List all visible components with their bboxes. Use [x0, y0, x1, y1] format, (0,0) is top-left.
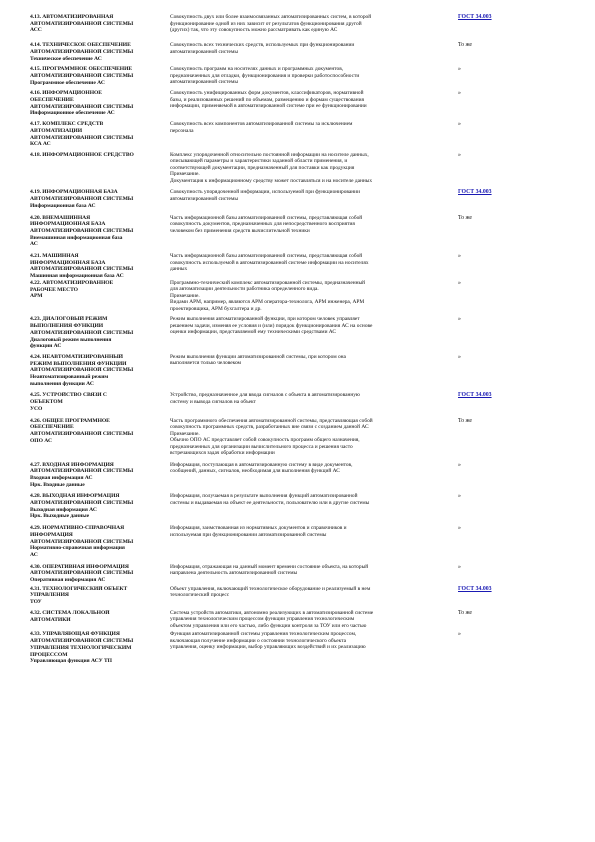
definition-line: систему и вывода сигналов на объект [170, 398, 256, 405]
definition-line: предназначенных для организации вычислительного процесса и решения часто [170, 443, 353, 450]
definition-line: системы и выдаваемая на объект ее деятельности, пользователю или в другие системы [170, 499, 370, 506]
term-line: АВТОМАТИЗИРОВАННОЙ СИСТЕМЫ [30, 196, 134, 203]
term-line: РАБОЧЕЕ МЕСТО [30, 286, 78, 293]
definition-line: используемая при функционировании автоматизированной системы [170, 531, 327, 538]
definition-cell [170, 564, 458, 584]
term-line: Выходная информация АС [30, 506, 97, 513]
term-cell [30, 215, 167, 249]
source-cell [458, 354, 565, 388]
term-row [30, 631, 565, 665]
definition-line: предназначенных для отладки, функционирования и проверки работоспособности [170, 72, 360, 79]
source-cell [458, 14, 565, 34]
term-cell [30, 462, 167, 489]
source-cell [458, 564, 565, 584]
definition-line: оценки информации, представляемой ему техническими средствами АС [170, 329, 337, 336]
source-cell [458, 462, 565, 489]
source-note: » [458, 631, 461, 638]
term-cell [30, 42, 167, 62]
definition-line: Примечание. [170, 171, 200, 178]
definition-line: управления, оценку информации, выбор управляющих воздействий и их реализацию [170, 644, 366, 651]
term-cell [30, 418, 167, 457]
definition-line: автоматизированной системы [170, 79, 238, 86]
definition-cell [170, 392, 458, 412]
definition-line: Часть программного обеспечения автоматизированной системы, представляющая собой [170, 417, 373, 424]
definition-line: совокупность документов, предназначенных для непосредственного восприятия [170, 221, 355, 228]
term-line: 4.24. НЕАВТОМАТИЗИРОВАННЫЙ [30, 353, 123, 360]
term-line: Неавтоматизированный режим [30, 374, 109, 381]
term-cell [30, 189, 167, 209]
term-cell [30, 14, 167, 34]
term-line: АВТОМАТИЗИРОВАННОЙ СИСТЕМЫ [30, 570, 134, 577]
source-cell [458, 586, 565, 606]
definition-cell [170, 66, 458, 86]
term-line: Нрк. Выходные данные [30, 513, 90, 520]
definition-line: Режим выполнения автоматизированной функции, при котором человек управляет [170, 316, 360, 323]
definition-line: описывающей параметры и характеристики заданной области применения, и [170, 158, 348, 165]
term-line: АВТОМАТИЗИРОВАННОЙ СИСТЕМЫ [30, 48, 134, 55]
term-line: ВЫПОЛНЕНИЯ ФУНКЦИИ [30, 323, 104, 330]
definition-cell [170, 90, 458, 117]
source-cell [458, 152, 565, 185]
source-cell [458, 525, 565, 559]
source-note: То же [458, 417, 472, 424]
definition-cell [170, 280, 458, 313]
source-note: » [458, 461, 461, 468]
definition-line: Совокупность двух или более взаимосвязанных автоматизированных систем, в которой [170, 14, 372, 20]
term-line: ОБЕСПЕЧЕНИЕ [30, 97, 74, 104]
source-cell [458, 42, 565, 62]
term-cell [30, 280, 167, 313]
definition-cell [170, 525, 458, 559]
term-cell [30, 354, 167, 388]
definition-line: Совокупность всех технических средств, используемых при функционировании [170, 42, 355, 49]
term-line: АВТОМАТИЗИРОВАННОЙ СИСТЕМЫ [30, 266, 134, 273]
definition-cell [170, 610, 458, 630]
definition-cell [170, 14, 458, 34]
source-note: » [458, 563, 461, 570]
definition-line: Совокупность программ на носителях данных и программных документов, [170, 66, 344, 73]
source-cell [458, 418, 565, 457]
source-note: » [458, 316, 461, 323]
source-cell [458, 215, 565, 249]
source-note: То же [458, 42, 472, 49]
term-row [30, 610, 565, 630]
term-line: АВТОМАТИЗАЦИИ [30, 127, 83, 134]
term-line: АВТОМАТИЗИРОВАННОЙ СИСТЕМЫ [30, 72, 134, 79]
source-note: » [458, 151, 461, 158]
term-line: 4.18. ИНФОРМАЦИОННОЕ СРЕДСТВО [30, 151, 134, 158]
term-row [30, 525, 565, 559]
definition-cell [170, 152, 458, 185]
term-line: АС [30, 241, 38, 248]
definition-line: совокупность используемой в автоматизированной системе информации на носителях [170, 259, 369, 266]
definition-cell [170, 418, 458, 457]
term-row [30, 280, 565, 313]
definition-line: человеком без применения средств вычислительной техники [170, 227, 310, 234]
term-line: Входная информация АС [30, 474, 93, 481]
term-cell [30, 631, 167, 665]
definition-line: Видами АРМ, например, являются АРМ оператора-технолога, АРМ инженера, АРМ [170, 299, 365, 306]
definition-cell [170, 316, 458, 350]
standard-reference-link[interactable]: ГОСТ 34.003 [458, 392, 492, 399]
definition-line: Программно-технический комплекс автоматизированной системы, предназначенный [170, 279, 365, 286]
row-spacer [30, 34, 565, 42]
definition-line: Объект управления, включающий технологическое оборудование и реализуемый в нем [170, 585, 371, 592]
definition-cell [170, 189, 458, 209]
definition-line: персонала [170, 127, 194, 134]
term-cell [30, 121, 167, 148]
definition-line: Примечание. [170, 430, 200, 437]
term-line: АВТОМАТИЗИРОВАННОЙ СИСТЕМЫ [30, 103, 134, 110]
term-line: АВТОМАТИЗИРОВАННОЙ СИСТЕМЫ [30, 500, 134, 507]
definition-cell [170, 462, 458, 489]
term-line: ИНФОРМАЦИОННАЯ БАЗА [30, 221, 106, 228]
term-line: АВТОМАТИЗИРОВАННОЙ СИСТЕМЫ [30, 468, 134, 475]
term-line: 4.32. СИСТЕМА ЛОКАЛЬНОЙ [30, 609, 110, 616]
term-line: ОБЕСПЕЧЕНИЕ [30, 424, 74, 431]
definition-cell [170, 354, 458, 388]
term-line: 4.29. НОРМАТИВНО-СПРАВОЧНАЯ [30, 525, 125, 532]
term-line: ИНФОРМАЦИЯ [30, 531, 73, 538]
definition-line: сообщений, данных, сигналов, необходимая для выполнения функций АС [170, 468, 340, 475]
term-row [30, 586, 565, 606]
source-cell [458, 189, 565, 209]
term-line: 4.13. АВТОМАТИЗИРОВАННАЯ [30, 14, 114, 20]
source-cell [458, 631, 565, 665]
term-line: 4.26. ОБЩЕЕ ПРОГРАММНОЕ [30, 417, 110, 424]
term-cell [30, 66, 167, 86]
term-line: 4.17. КОМПЛЕКС СРЕДСТВ [30, 121, 104, 128]
definition-line: Обычно ОПО АС представляет собой совокупность программ общего назначения, [170, 437, 360, 444]
term-line: 4.20. ВНЕМАШИННАЯ [30, 214, 91, 221]
term-row [30, 121, 565, 148]
definition-line: (других) так, что эту совокупность можно рассматривать как единую АС [170, 27, 338, 33]
definition-line: Информация, отражающая на данный момент времени состояние объекта, на который [170, 563, 369, 570]
term-row [30, 152, 565, 185]
term-row [30, 215, 565, 249]
term-cell [30, 253, 167, 280]
term-line: УПРАВЛЕНИЯ ТЕХНОЛОГИЧЕСКИМ [30, 644, 132, 651]
term-line: АС [30, 551, 38, 558]
term-cell [30, 493, 167, 520]
term-line: 4.22. АВТОМАТИЗИРОВАННОЕ [30, 279, 114, 286]
term-row [30, 14, 565, 34]
term-line: 4.25. УСТРОЙСТВО СВЯЗИ С [30, 392, 107, 399]
term-line: 4.28. ВЫХОДНАЯ ИНФОРМАЦИЯ [30, 493, 120, 500]
term-line: УСО [30, 405, 43, 412]
term-row [30, 42, 565, 62]
term-line: Внемашинная информационная база [30, 234, 123, 241]
definition-line: совокупность программных средств, разработанных вне связи с созданием данной АС [170, 424, 369, 431]
term-line: УПРАВЛЕНИЯ [30, 592, 69, 599]
term-line: выполнения функции АС [30, 380, 94, 387]
term-line: 4.15. ПРОГРАММНОЕ ОБЕСПЕЧЕНИЕ [30, 66, 133, 73]
term-line: АВТОМАТИЗИРОВАННОЙ СИСТЕМЫ [30, 329, 134, 336]
standard-reference-link[interactable]: ГОСТ 34.003 [458, 189, 492, 196]
term-line: АСС [30, 27, 42, 34]
definition-cell [170, 586, 458, 606]
term-row [30, 493, 565, 520]
source-note: » [458, 525, 461, 532]
definition-cell [170, 121, 458, 148]
term-line: АВТОМАТИЗИРОВАННОЙ СИСТЕМЫ [30, 538, 134, 545]
term-line: АРМ [30, 293, 43, 300]
term-line: 4.19. ИНФОРМАЦИОННАЯ БАЗА [30, 189, 118, 196]
term-line: ОПО АС [30, 437, 52, 444]
term-line: АВТОМАТИЗИРОВАННОЙ СИСТЕМЫ [30, 227, 134, 234]
definition-line: автоматизированной системы [170, 195, 238, 202]
definition-line: Часть информационной базы автоматизированной системы, представляющая собой [170, 214, 363, 221]
term-line: Нрк. Входные данные [30, 481, 85, 488]
source-note: » [458, 353, 461, 360]
definition-line: объектом управления или его частью, либо функции контроля за ТОУ или его частью [170, 622, 367, 629]
definition-line: управления технологическим процессом функции управления технологическим [170, 616, 355, 623]
term-row [30, 316, 565, 350]
definition-line: технологический процесс [170, 592, 230, 599]
definition-cell [170, 253, 458, 280]
term-line: 4.14. ТЕХНИЧЕСКОЕ ОБЕСПЕЧЕНИЕ [30, 42, 131, 49]
term-line: АВТОМАТИЗИРОВАННОЙ СИСТЕМЫ [30, 20, 134, 27]
terms-table [30, 14, 565, 665]
term-cell [30, 586, 167, 606]
definition-line: включающая получение информации о состоянии технологического объекта [170, 637, 347, 644]
definition-cell [170, 42, 458, 62]
row-spacer-cell [30, 34, 565, 42]
source-cell [458, 90, 565, 117]
source-cell [458, 316, 565, 350]
definition-line: соответствующей документации, предназначенный для поставки как продукция [170, 164, 355, 171]
term-line: Информационная база АС [30, 202, 96, 209]
source-note: » [458, 253, 461, 260]
definition-line: Устройство, предназначенное для ввода сигналов с объекта в автоматизированную [170, 392, 360, 399]
definition-cell [170, 215, 458, 249]
definition-line: информации, применяемой в автоматизированной системе при ее функционировании [170, 103, 367, 110]
definition-line: Совокупность всех компонентов автоматизированной системы за исключением [170, 121, 353, 128]
term-line: 4.33. УПРАВЛЯЮЩАЯ ФУНКЦИЯ [30, 631, 120, 638]
term-line: Программное обеспечение АС [30, 79, 105, 86]
definition-cell [170, 631, 458, 665]
source-cell [458, 392, 565, 412]
definition-line: функционирование одной из них зависит от результатов функционирования другой [170, 20, 362, 27]
term-cell [30, 564, 167, 584]
source-cell [458, 253, 565, 280]
term-cell [30, 316, 167, 350]
term-line: функции АС [30, 343, 62, 350]
term-row [30, 189, 565, 209]
term-line: РЕЖИМ ВЫПОЛНЕНИЯ ФУНКЦИИ [30, 360, 127, 367]
term-line: 4.27. ВХОДНАЯ ИНФОРМАЦИЯ [30, 461, 114, 468]
term-row [30, 418, 565, 457]
term-row [30, 66, 565, 86]
term-line: ОБЪЕКТОМ [30, 399, 63, 406]
source-cell [458, 610, 565, 630]
term-line: АВТОМАТИЗИРОВАННОЙ СИСТЕМЫ [30, 134, 134, 141]
term-line: 4.31. ТЕХНОЛОГИЧЕСКИЙ ОБЪЕКТ [30, 585, 128, 592]
source-cell [458, 121, 565, 148]
standard-reference-link[interactable]: ГОСТ 34.003 [458, 14, 492, 20]
definition-line: базы, и реализованных решений по объемам, размещению и формам существования [170, 96, 364, 103]
term-line: Диалоговый режим выполнения [30, 336, 112, 343]
definition-line: проектировщика, АРМ бухгалтера и др. [170, 305, 262, 312]
term-line: Нормативно-справочная информация [30, 545, 125, 552]
source-cell [458, 66, 565, 86]
definition-line: Информация, получаемая в результате выполнения функций автоматизированной [170, 493, 358, 500]
definition-line: решением задачи, изменяя ее условия и (или) порядок функционирования АС на основе [170, 322, 373, 329]
term-row [30, 392, 565, 412]
source-note: » [458, 90, 461, 97]
definition-line: Информация, поступающая в автоматизированную систему в виде документов, [170, 461, 353, 468]
term-line: 4.16. ИНФОРМАЦИОННОЕ [30, 90, 102, 97]
definition-cell [170, 493, 458, 520]
definition-line: Режим выполнения функции автоматизированной системы, при котором она [170, 353, 346, 360]
term-cell [30, 90, 167, 117]
terms-table-body [30, 14, 565, 665]
term-line: ИНФОРМАЦИОННАЯ БАЗА [30, 259, 106, 266]
source-note: » [458, 66, 461, 73]
definition-line: Совокупность унифицированных форм документов, классификаторов, нормативной [170, 90, 364, 97]
term-line: АВТОМАТИЗИРОВАННОЙ СИСТЕМЫ [30, 638, 134, 645]
term-line: 4.30. ОПЕРАТИВНАЯ ИНФОРМАЦИЯ [30, 563, 129, 570]
source-note: » [458, 279, 461, 286]
source-note: » [458, 493, 461, 500]
term-line: 4.23. ДИАЛОГОВЫЙ РЕЖИМ [30, 316, 108, 323]
term-row [30, 462, 565, 489]
term-cell [30, 610, 167, 630]
definition-line: Система устройств автоматики, автономно реализующих в автоматизированной системе [170, 609, 374, 616]
definition-line: для автоматизации деятельности работника определенного вида. [170, 286, 319, 293]
source-cell [458, 280, 565, 313]
term-line: ПРОЦЕССОМ [30, 651, 68, 658]
definition-line: Часть информационной базы автоматизированной системы, представляющая собой [170, 253, 363, 260]
definition-line: Информация, заимствованная из нормативных документов и справочников и [170, 525, 347, 532]
source-note: » [458, 121, 461, 128]
glossary-page [30, 14, 565, 665]
source-note: То же [458, 609, 472, 616]
term-cell [30, 152, 167, 185]
definition-line: встречающихся задач обработки информации [170, 450, 275, 457]
term-cell [30, 525, 167, 559]
definition-line: Совокупность упорядоченной информации, используемой при функционировании [170, 189, 360, 196]
term-row [30, 90, 565, 117]
term-line: ТОУ [30, 599, 42, 606]
term-line: Машинная информационная база АС [30, 273, 124, 280]
definition-line: автоматизированной системы [170, 48, 238, 55]
term-row [30, 253, 565, 280]
term-line: АВТОМАТИЗИРОВАННОЙ СИСТЕМЫ [30, 367, 134, 374]
source-cell [458, 493, 565, 520]
definition-line: направлена деятельность автоматизированной системы [170, 570, 298, 577]
term-line: Техническое обеспечение АС [30, 55, 102, 62]
definition-line: Функция автоматизированной системы управления технологическим процессом, [170, 631, 357, 638]
term-line: 4.21. МАШИННАЯ [30, 253, 79, 260]
term-line: КСА АС [30, 141, 51, 148]
definition-line: Комплекс упорядоченной относительно постоянной информации на носителе данных, [170, 151, 369, 158]
term-line: Оперативная информация АС [30, 577, 106, 584]
term-line: АВТОМАТИЗИРОВАННОЙ СИСТЕМЫ [30, 430, 134, 437]
term-row [30, 354, 565, 388]
term-line: АВТОМАТИКИ [30, 616, 71, 623]
definition-line: данных [170, 266, 188, 273]
term-cell [30, 392, 167, 412]
term-line: Управляющая функция АСУ ТП [30, 658, 112, 665]
term-row [30, 564, 565, 584]
standard-reference-link[interactable]: ГОСТ 34.003 [458, 585, 492, 592]
definition-line: Документация к информационному средству может поставляться и на носителе данных [170, 177, 373, 184]
source-note: То же [458, 214, 472, 221]
term-line: Информационное обеспечение АС [30, 110, 115, 117]
definition-line: Примечание. [170, 292, 200, 299]
definition-line: выполняется только человеком [170, 360, 241, 367]
